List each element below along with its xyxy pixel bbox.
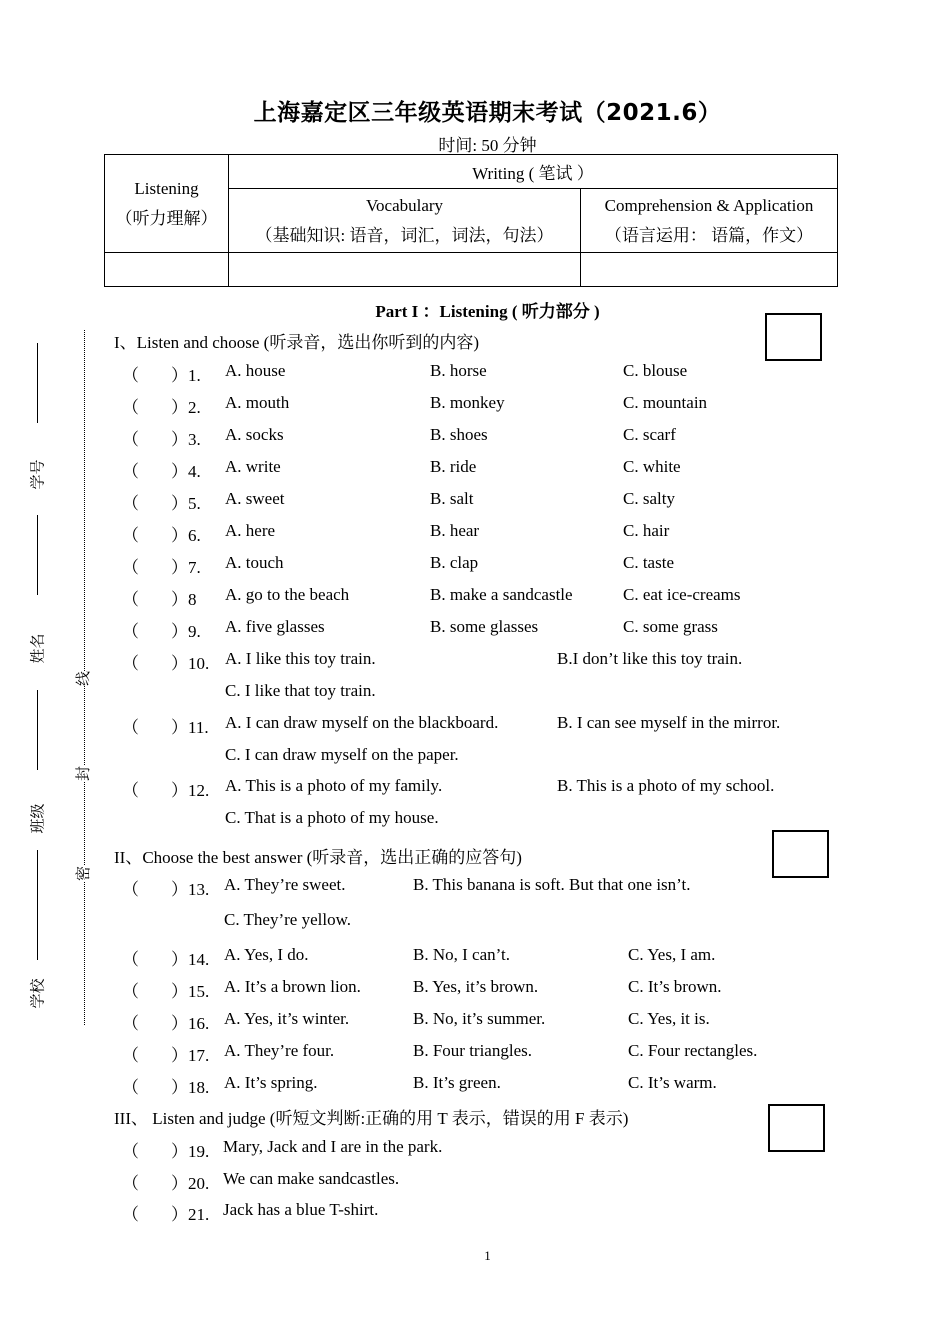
school-label: 学校: [28, 978, 47, 1009]
q15-option-c: C. It’s brown.: [628, 977, 722, 996]
q5-option-a: A. sweet: [225, 489, 285, 508]
q6-option-c: C. hair: [623, 521, 670, 540]
q13-option-b: B. This banana is soft. But that one isn’t.: [413, 875, 691, 894]
writing-header: Writing ( 笔试 ）: [229, 155, 838, 189]
q11-option-c: C. I can draw myself on the paper.: [225, 745, 459, 764]
name-line: [37, 515, 38, 595]
q17-option-c: C. Four rectangles.: [628, 1041, 758, 1060]
q5-option-b: B. salt: [430, 489, 474, 508]
q10-option-c: C. I like that toy train.: [225, 681, 376, 700]
q7-option-b: B. clap: [430, 553, 479, 572]
q4-option-b: B. ride: [430, 457, 477, 476]
q9-option-b: B. some glasses: [430, 617, 539, 636]
q15-option-b: B. Yes, it’s brown.: [413, 977, 539, 996]
q1-option-c: C. blouse: [623, 361, 688, 380]
q13-option-c: C. They’re yellow.: [224, 910, 351, 929]
q4-option-a: A. write: [225, 457, 281, 476]
q12-option-c: C. That is a photo of my house.: [225, 808, 439, 827]
q1-option-b: B. horse: [430, 361, 487, 380]
q1-option-a: A. house: [225, 361, 286, 380]
comprehension-header: Comprehension & Application （语言运用： 语篇，作文）: [581, 189, 838, 253]
q13-option-a: A. They’re sweet.: [224, 875, 346, 894]
q14-option-a: A. Yes, I do.: [224, 945, 309, 964]
q18-option-c: C. It’s warm.: [628, 1073, 717, 1092]
page-title: 上海嘉定区三年级英语期末考试（2021.6）: [253, 100, 722, 126]
class-line: [37, 690, 38, 770]
q8-option-b: B. make a sandcastle: [430, 585, 573, 604]
q9-option-c: C. some grass: [623, 617, 718, 636]
q4-option-c: C. white: [623, 457, 681, 476]
q17-option-a: A. They’re four.: [224, 1041, 335, 1060]
q18-option-b: B. It’s green.: [413, 1073, 501, 1092]
q16-option-a: A. Yes, it’s winter.: [224, 1009, 350, 1028]
q19-statement: Mary, Jack and I are in the park.: [223, 1137, 443, 1156]
student-no-line: [37, 343, 38, 423]
q5-option-c: C. salty: [623, 489, 675, 508]
student-no-label: 学号: [28, 459, 47, 490]
section-3-score-box[interactable]: [768, 1104, 825, 1152]
q3-option-a: A. socks: [225, 425, 284, 444]
q6-option-b: B. hear: [430, 521, 480, 540]
seal-feng: 封: [74, 765, 93, 782]
q16-option-c: C. Yes, it is.: [628, 1009, 710, 1028]
part1-heading: Part I ：Listening ( 听力部分 ): [375, 302, 600, 321]
listening-score-cell[interactable]: [105, 253, 229, 287]
q14-option-b: B. No, I can’t.: [413, 945, 510, 964]
comprehension-score-cell[interactable]: [581, 253, 838, 287]
section-2-score-box[interactable]: [772, 830, 829, 878]
q3-option-b: B. shoes: [430, 425, 488, 444]
q15-option-a: A. It’s a brown lion.: [224, 977, 361, 996]
q8-option-c: C. eat ice-creams: [623, 585, 741, 604]
q12-option-b: B. This is a photo of my school.: [557, 776, 775, 795]
vocabulary-header: Vocabulary （基础知识: 语音，词汇，词法，句法）: [229, 189, 581, 253]
q17-option-b: B. Four triangles.: [413, 1041, 532, 1060]
section-2-heading: II、Choose the best answer (听录音，选出正确的应答句): [114, 848, 522, 867]
listening-header: Listening （听力理解）: [105, 155, 229, 253]
q11-option-a: A. I can draw myself on the blackboard.: [225, 713, 499, 732]
q2-option-c: C. mountain: [623, 393, 708, 412]
q6-option-a: A. here: [225, 521, 276, 540]
page-number: 1: [484, 1248, 491, 1263]
q16-option-b: B. No, it’s summer.: [413, 1009, 546, 1028]
score-table: [104, 154, 838, 287]
seal-xian: 线: [74, 670, 93, 687]
school-line: [37, 850, 38, 960]
section-1-score-box[interactable]: [765, 313, 822, 361]
q18-option-a: A. It’s spring.: [224, 1073, 318, 1092]
class-label: 班级: [28, 803, 47, 834]
q7-option-c: C. taste: [623, 553, 674, 572]
q7-option-a: A. touch: [225, 553, 284, 572]
q10-option-a: A. I like this toy train.: [225, 649, 376, 668]
name-label: 姓名: [28, 633, 47, 664]
q21-statement: Jack has a blue T-shirt.: [223, 1200, 379, 1219]
q8-option-a: A. go to the beach: [225, 585, 350, 604]
q2-option-a: A. mouth: [225, 393, 290, 412]
seal-mi: 密: [74, 865, 93, 882]
section-3-heading: III、 Listen and judge (听短文判断:正确的用 T 表示，错误的用 F 表示): [114, 1109, 629, 1128]
q11-option-b: B. I can see myself in the mirror.: [557, 713, 781, 732]
q14-option-c: C. Yes, I am.: [628, 945, 716, 964]
q12-option-a: A. This is a photo of my family.: [225, 776, 443, 795]
exam-time: 时间: 50 分钟: [438, 136, 537, 155]
section-1-heading: I、Listen and choose (听录音，选出你听到的内容): [114, 333, 479, 352]
q9-option-a: A. five glasses: [225, 617, 325, 636]
q10-option-b: B.I don’t like this toy train.: [557, 649, 743, 668]
q20-statement: We can make sandcastles.: [223, 1169, 400, 1188]
vocabulary-score-cell[interactable]: [229, 253, 581, 287]
q2-option-b: B. monkey: [430, 393, 505, 412]
q3-option-c: C. scarf: [623, 425, 676, 444]
